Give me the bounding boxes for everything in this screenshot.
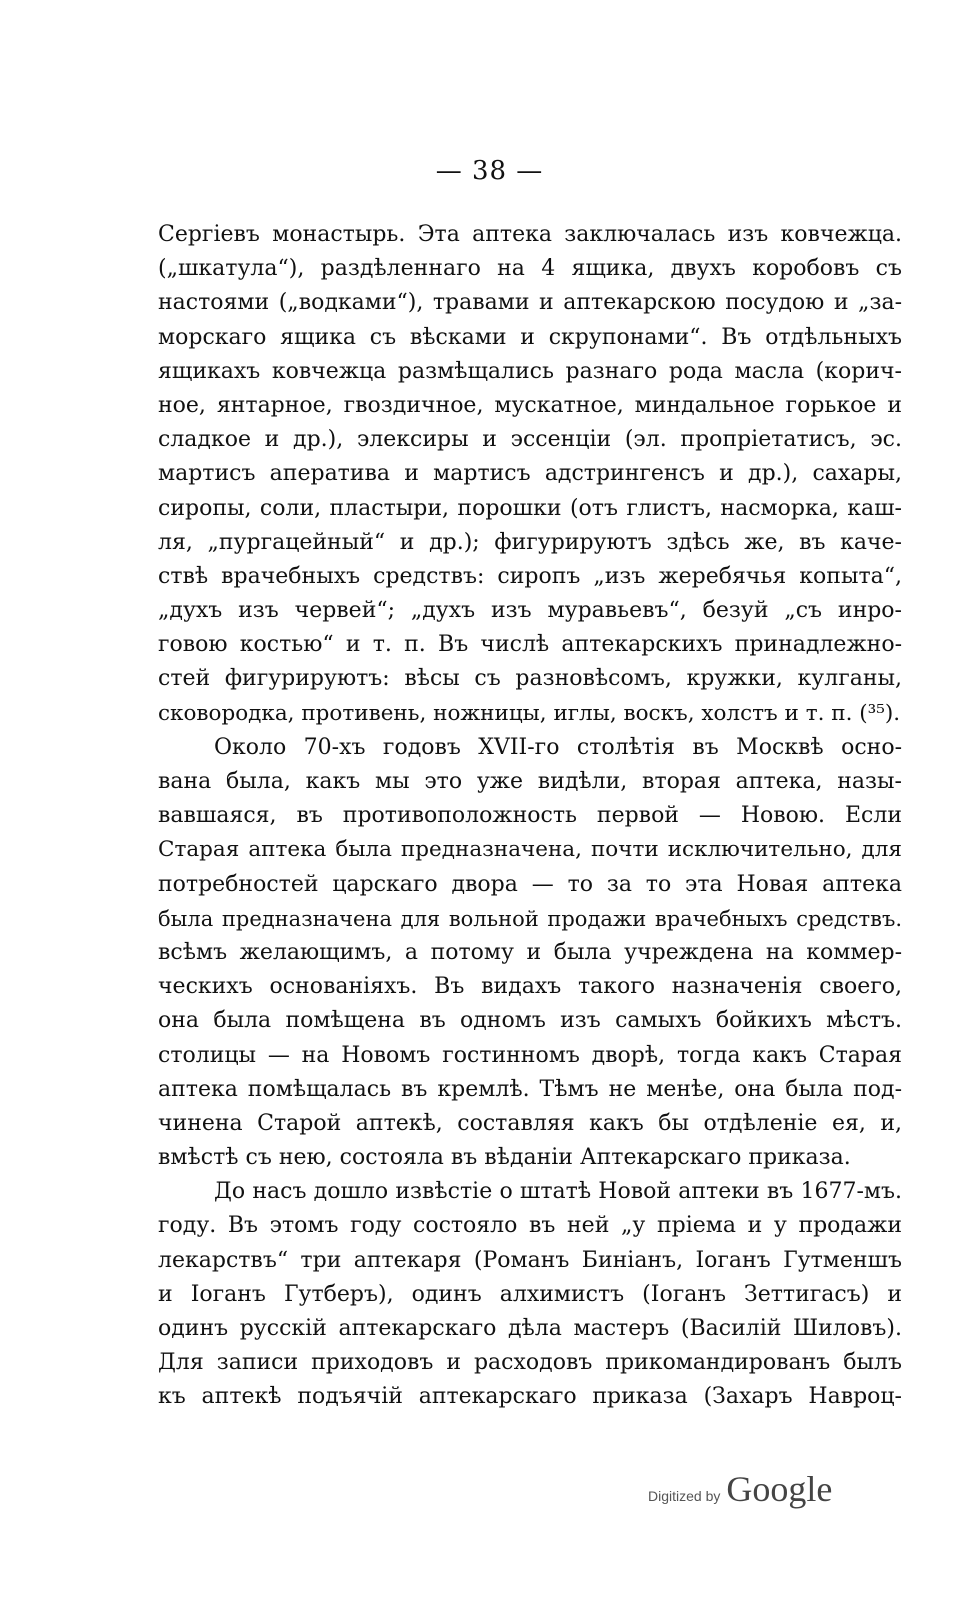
text-line: къ аптекѣ подъячій аптекарскаго приказа (Захаръ Навроц- <box>158 1384 902 1410</box>
text-line: ствѣ врачебныхъ средствъ: сиропъ „изъ жеребячья копыта“, <box>158 563 902 589</box>
text-line: вавшаяся, въ противоположность первой — Новою. Если <box>158 803 902 829</box>
text-line: вана была, какъ мы это уже видѣли, вторая аптека, назы- <box>158 769 902 794</box>
text-line: столицы — на Новомъ гостинномъ дворѣ, тогда какъ Старая <box>158 1042 902 1068</box>
text-line: была предназначена для вольной продажи врачебныхъ средствъ. <box>158 906 902 931</box>
text-line: ля, „пургацейный“ и др.); фигурируютъ здѣсь же, въ каче- <box>158 529 902 555</box>
text-line: До насъ дошло извѣстіе о штатѣ Новой аптеки въ 1677-мъ. <box>214 1179 902 1205</box>
text-line: всѣмъ желающимъ, а потому и была учреждена на коммер- <box>158 939 902 965</box>
text-line: Старая аптека была предназначена, почти исключительно, для <box>158 837 902 863</box>
page-number: — 38 — <box>435 156 544 186</box>
digitized-by-label: Digitized by <box>648 1488 721 1504</box>
text-line: стей фигурируютъ: вѣсы съ разновѣсомъ, кружки, кулганы, <box>158 666 902 692</box>
text-line: ящикахъ ковчежца размѣщались разнаго рода масла (корич- <box>158 358 902 384</box>
text-line: говою костью“ и т. п. Въ числѣ аптекарскихъ принадлежно- <box>158 632 902 658</box>
text-line: ческихъ основаніяхъ. Въ видахъ такого назначенія своего, <box>158 974 902 1000</box>
text-line: („шкатула“), раздѣленнаго на 4 ящика, двухъ коробовъ съ <box>158 256 902 282</box>
text-line: „духъ изъ червей“; „духъ изъ муравьевъ“, безуй „съ инро- <box>158 598 902 624</box>
text-line: сковородка, противень, ножницы, иглы, воскъ, холстъ и т. п. (³⁵). <box>158 700 901 726</box>
text-line: она была помѣщена въ одномъ изъ самыхъ бойкихъ мѣстъ. <box>158 1008 902 1034</box>
text-line: аптека помѣщалась въ кремлѣ. Тѣмъ не менѣе, она была под- <box>158 1076 902 1102</box>
text-line: ное, янтарное, гвоздичное, мускатное, миндальное горькое и <box>158 392 902 418</box>
text-line: чинена Старой аптекѣ, составляя какъ бы отдѣленіе ея, и, <box>158 1110 902 1136</box>
text-line: одинъ русскій аптекарскаго дѣла мастеръ (Василій Шиловъ). <box>158 1316 902 1341</box>
text-line: потребностей царскаго двора — то за то эта Новая аптека <box>158 871 902 897</box>
text-line: вмѣстѣ съ нею, состояла въ вѣданіи Аптекарскаго приказа. <box>158 1145 851 1171</box>
text-line: и Іоганъ Гутберъ), одинъ алхимистъ (Іоганъ Зеттигасъ) и <box>158 1281 902 1307</box>
text-line: Около 70-хъ годовъ XVII-го столѣтія въ Москвѣ осно- <box>214 734 902 760</box>
text-line: сладкое и др.), элексиры и эссенціи (эл. пропріетатисъ, эс. <box>158 427 902 453</box>
text-line: Сергіевъ монастырь. Эта аптека заключалась изъ ковчежца. <box>158 222 902 247</box>
text-line: сиропы, соли, пластыри, порошки (отъ глистъ, насморка, каш- <box>158 495 902 521</box>
google-logo: Google <box>726 1469 833 1509</box>
text-line: Для записи приходовъ и расходовъ прикомандированъ былъ <box>158 1350 902 1376</box>
text-line: настоями („водками“), травами и аптекарскою посудою и „за- <box>158 290 902 316</box>
digitization-watermark <box>648 1468 832 1510</box>
text-line: лекарствъ“ три аптекаря (Романъ Биніанъ, Іоганъ Гутменшъ <box>158 1247 902 1273</box>
text-line: мартисъ аперативa и мартисъ адстрингенсъ и др.), сахары, <box>158 461 902 487</box>
text-line: морскаго ящика съ вѣсками и скрупонами“. Въ отдѣльныхъ <box>158 324 902 350</box>
body-text <box>158 218 902 1415</box>
text-line: году. Въ этомъ году состояло въ ней „у пріема и у продажи <box>158 1213 902 1239</box>
